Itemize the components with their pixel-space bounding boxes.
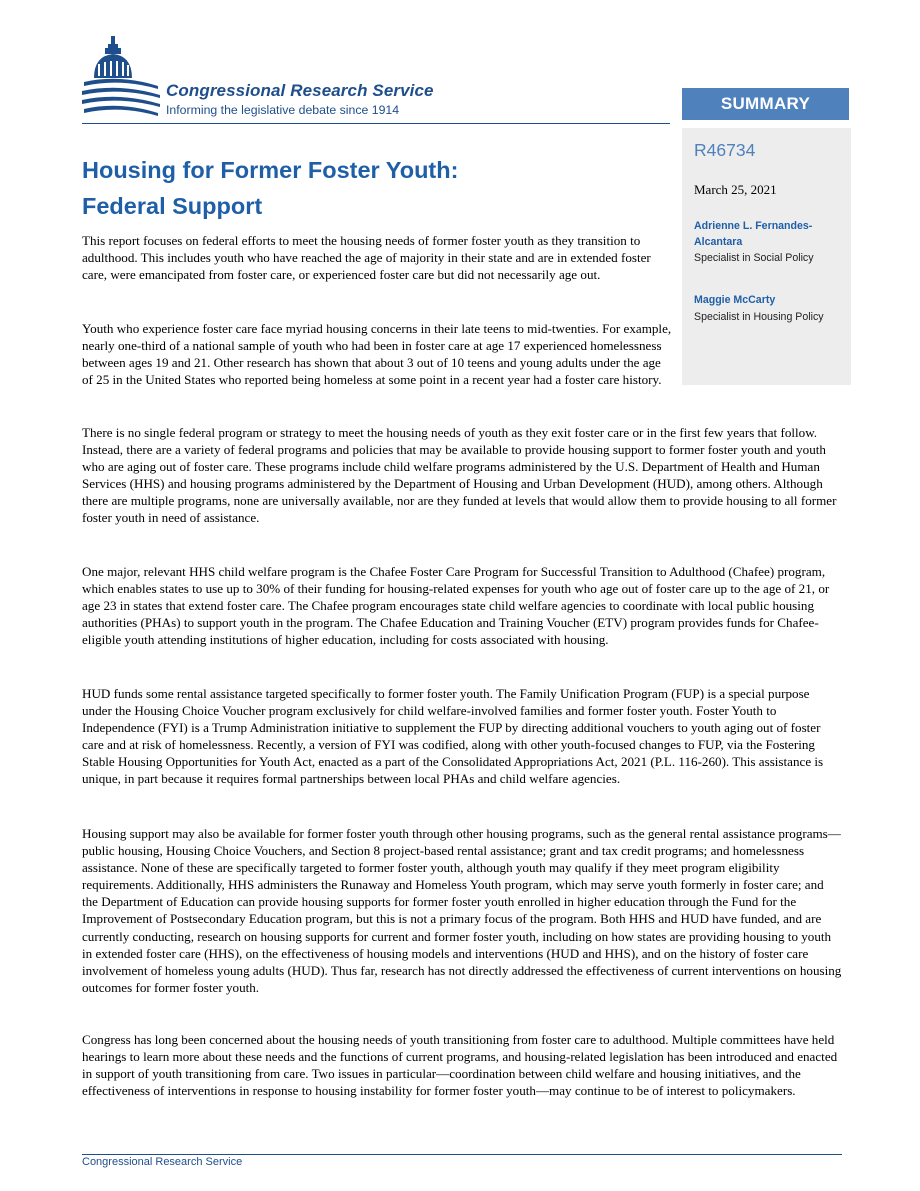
header-divider [82, 123, 670, 124]
footer-divider [82, 1154, 842, 1155]
summary-paragraph: Housing support may also be available for former foster youth through other housing programs, such as the general rental assistance programs—public housing, Housing Choice Vouchers, and Section 8 project-based rental assistance; grant and tax credit programs; and homelessness assistance. None of these are specifically targeted to former foster youth, although youth may qualify if they meet program eligibility requirements. Additionally, HHS administers the Runaway and Homeless Youth program, which may serve youth formerly in foster care; and the Department of Education can provide housing supports for former foster youth enrolled in higher education through the Fund for the Improvement of Postsecondary Education program, but this is not a primary focus of the program. Both HHS and HUD have funded, and are currently conducting, research on housing supports for current and former foster youth, including on how states are providing housing to youth in extended foster care (HHS), on the effectiveness of housing models and interventions (HUD and HHS), and on the history of foster care involvement of homeless young adults (HUD). Thus far, research has not directly addressed the effectiveness of current interventions on housing outcomes for former foster youth. [82, 826, 842, 995]
summary-paragraph: There is no single federal program or strategy to meet the housing needs of youth as they exit foster care or in the first few years that follow. Instead, there are a variety of federal programs and policies that may be available to provide housing support to former foster youth and youth who are aging out of foster care. These programs include child welfare programs administered by the U.S. Department of Health and Human Services (HHS) and housing programs administered by the Department of Housing and Urban Development (HUD), among others. Although there are multiple programs, none are universally available, nor are they funded at levels that would allow them to provide housing to all former foster youth in need of assistance. [82, 425, 837, 526]
report-number: R46734 [694, 140, 756, 160]
summary-paragraph: This report focuses on federal efforts to meet the housing needs of former foster youth as they transition to adulthood. This includes youth who have reached the age of majority in their state and are in extended foster care, were emancipated from foster care, or experienced foster care but did not necessarily age out. [82, 233, 651, 283]
report-title-line: Federal Support [82, 193, 263, 219]
report-date: March 25, 2021 [694, 182, 777, 197]
summary-paragraph: Congress has long been concerned about the housing needs of youth transitioning from foster care to adulthood. Multiple committees have held hearings to learn more about these needs and the functions of current programs, and housing-related legislation has been introduced and enacted in support of youth transitioning from care. Two issues in particular—coordination between child welfare and housing initiatives, and the effectiveness of interventions in response to housing instability for former foster youth—may continue to be of interest to policymakers. [82, 1032, 838, 1099]
report-title [82, 152, 642, 224]
summary-paragraph: HUD funds some rental assistance targeted specifically to former foster youth. The Family Unification Program (FUP) is a special purpose under the Housing Choice Voucher program exclusively for child welfare-involved families and former foster youth. Foster Youth to Independence (FYI) is a Trump Administration initiative to supplement the FUP by directing additional vouchers to youth aging out of foster care and at risk of homelessness. Recently, a version of FYI was codified, along with other youth-focused changes to FUP, via the Fostering Stable Housing Opportunities for Youth Act, enacted as a part of the Consolidated Appropriations Act, 2021 (P.L. 116-260). This assistance is unique, in part because it requires formal partnerships between local PHAs and child welfare agencies. [82, 686, 824, 787]
author-role: Specialist in Housing Policy [694, 311, 824, 323]
report-info-sidebar [682, 128, 851, 385]
author-name: Maggie McCarty [694, 294, 776, 306]
summary-paragraph: One major, relevant HHS child welfare program is the Chafee Foster Care Program for Successful Transition to Adulthood (Chafee) program, which enables states to use up to 30% of their funding for housing-related expenses for youth who age out of foster care up to the age of 21, or age 23 in states that extend foster care. The Chafee program encourages state child welfare agencies to coordinate with local public housing authorities (PHAs) to support youth in the program. The Chafee Education and Training Voucher (ETV) program provides funds for Chafee-eligible youth attending institutions of higher education, including for costs associated with housing. [82, 564, 830, 648]
crs-logo [80, 30, 680, 130]
author-role: Specialist in Social Policy [694, 252, 814, 264]
org-name: Congressional Research Service [166, 81, 434, 100]
author-name: Adrienne L. Fernandes-Alcantara [694, 220, 813, 248]
capitol-dome-icon [80, 34, 164, 124]
summary-paragraph: Youth who experience foster care face myriad housing concerns in their late teens to mid-twenties. For example, nearly one-third of a national sample of youth who had been in foster care at age 17 experienced homelessness between ages 19 and 21. Other research has shown that about 3 out of 10 teens and young adults under the age of 25 in the United States who reported being homeless at some point in a recent year had a foster care history. [82, 321, 672, 388]
summary-banner: SUMMARY [682, 88, 849, 120]
report-title-line: Housing for Former Foster Youth: [82, 157, 459, 183]
org-tagline: Informing the legislative debate since 1914 [166, 103, 400, 117]
footer-org-name: Congressional Research Service [82, 1156, 243, 1168]
